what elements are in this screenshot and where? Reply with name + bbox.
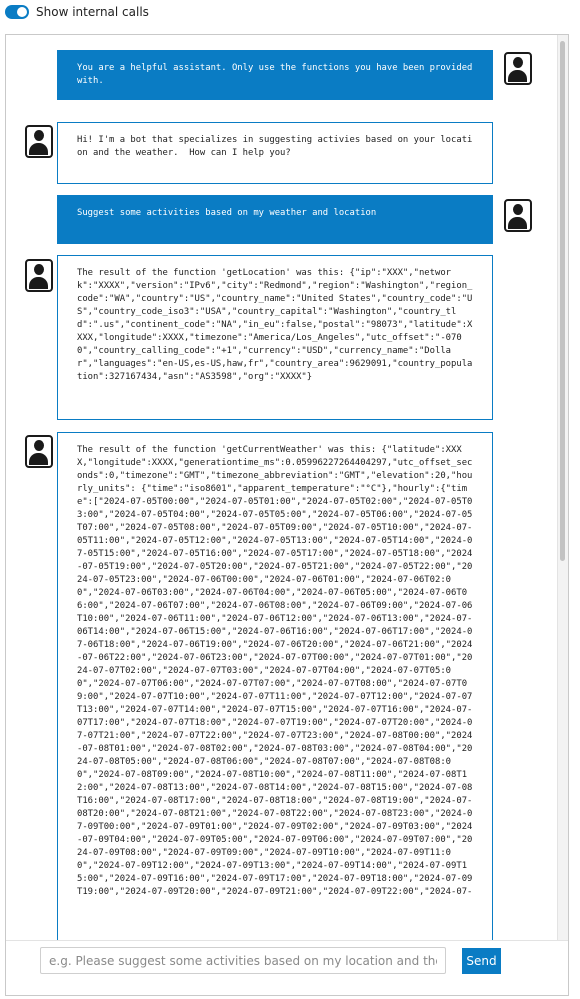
message-scrollbar[interactable] bbox=[557, 35, 568, 941]
send-button[interactable]: Send bbox=[462, 948, 501, 974]
message-list bbox=[6, 35, 558, 941]
scroll-thumb[interactable] bbox=[560, 41, 565, 561]
person-avatar-icon bbox=[25, 259, 53, 292]
message-bot-greeting: Hi! I'm a bot that specializes in suggesting activies based on your location and the weather. How can I help you? bbox=[57, 122, 493, 184]
message-input[interactable] bbox=[40, 947, 446, 974]
message-user-system-prompt: You are a helpful assistant. Only use the functions you have been provided with. bbox=[57, 50, 493, 100]
toggle-knob bbox=[17, 7, 27, 17]
chat-panel bbox=[5, 34, 569, 996]
person-avatar-icon bbox=[504, 52, 532, 85]
person-avatar-icon bbox=[504, 199, 532, 232]
message-function-getlocation: The result of the function 'getLocation' was this: {"ip":"XXX","network":"XXXX","version":"IPv6","city":"Redmond","region":"Washington","region_code":"WA","country":"US","country_name":"United States","country_code":"US","country_code_iso3":"USA","country_capital":"Washington","country_tld":".us","continent_code":"NA","in_eu":false,"postal":"98073","latitude":XXXX,"longitude":XXXX,"timezone":"America/Los_Angeles","utc_offset":"-0700","country_calling_code":"+1","currency":"USD","currency_name":"Dollar","languages":"en-US,es-US,haw,fr","country_area":9629091,"country_population":327167434,"asn":"AS3598","org":"XXXX"} bbox=[57, 255, 493, 420]
composer bbox=[6, 940, 568, 995]
message-user-request: Suggest some activities based on my weather and location bbox=[57, 195, 493, 244]
toggle-label: Show internal calls bbox=[36, 5, 149, 19]
message-function-getcurrentweather: The result of the function 'getCurrentWeather' was this: {"latitude":XXXX,"longitude":XXXX,"generationtime_ms":0.05996227264404297,"utc_offset_seconds":0,"timezone":"GMT","timezone_abbreviation":"GMT","elevation":20,"hourly_units": {"time":"iso8601","apparent_temperature":"°C"},"hourly":{"time":["2024-07-05T00:00","2024-07-05T01:00","2024-07-05T02:00","2024-07-05T03:00","2024-07-05T04:00","2024-07-05T05:00","2024-07-05T06:00","2024-07-05T07:00","2024-07-05T08:00","2024-07-05T09:00","2024-07-05T10:00","2024-07-05T11:00","2024-07-05T12:00","2024-07-05T13:00","2024-07-05T14:00","2024-07-05T15:00","2024-07-05T16:00","2024-07-05T17:00","2024-07-05T18:00","2024-07-05T19:00","2024-07-05T20:00","2024-07-05T21:00","2024-07-05T22:00","2024-07-05T23:00","2024-07-06T00:00","2024-07-06T01:00","2024-07-06T02:00","2024-07-06T03:00","2024-07-06T04:00","2024-07-06T05:00","2024-07-06T06:00","2024-07-06T07:00","2024-07-06T08:00","2024-07-06T09:00","2024-07-06T10:00","2024-07-06T11:00","2024-07-06T12:00","2024-07-06T13:00","2024-07-06T14:00","2024-07-06T15:00","2024-07-06T16:00","2024-07-06T17:00","2024-07-06T18:00","2024-07-06T19:00","2024-07-06T20:00","2024-07-06T21:00","2024-07-06T22:00","2024-07-06T23:00","2024-07-07T00:00","2024-07-07T01:00","2024-07-07T02:00","2024-07-07T03:00","2024-07-07T04:00","2024-07-07T05:00","2024-07-07T06:00","2024-07-07T07:00","2024-07-07T08:00","2024-07-07T09:00","2024-07-07T10:00","2024-07-07T11:00","2024-07-07T12:00","2024-07-07T13:00","2024-07-07T14:00","2024-07-07T15:00","2024-07-07T16:00","2024-07-07T17:00","2024-07-07T18:00","2024-07-07T19:00","2024-07-07T20:00","2024-07-07T21:00","2024-07-07T22:00","2024-07-07T23:00","2024-07-08T00:00","2024-07-08T01:00","2024-07-08T02:00","2024-07-08T03:00","2024-07-08T04:00","2024-07-08T05:00","2024-07-08T06:00","2024-07-08T07:00","2024-07-08T08:00","2024-07-08T09:00","2024-07-08T10:00","2024-07-08T11:00","2024-07-08T12:00","2024-07-08T13:00","2024-07-08T14:00","2024-07-08T15:00","2024-07-08T16:00","2024-07-08T17:00","2024-07-08T18:00","2024-07-08T19:00","2024-07-08T20:00","2024-07-08T21:00","2024-07-08T22:00","2024-07-08T23:00","2024-07-09T00:00","2024-07-09T01:00","2024-07-09T02:00","2024-07-09T03:00","2024-07-09T04:00","2024-07-09T05:00","2024-07-09T06:00","2024-07-09T07:00","2024-07-09T08:00","2024-07-09T09:00","2024-07-09T10:00","2024-07-09T11:00","2024-07-09T12:00","2024-07-09T13:00","2024-07-09T14:00","2024-07-09T15:00","2024-07-09T16:00","2024-07-09T17:00","2024-07-09T18:00","2024-07-09T19:00","2024-07-09T20:00","2024-07-09T21:00","2024-07-09T22:00","2024-07- bbox=[57, 432, 493, 941]
person-avatar-icon bbox=[25, 125, 53, 158]
internal-calls-toggle[interactable] bbox=[5, 5, 29, 19]
internal-calls-toggle-row bbox=[5, 4, 149, 20]
person-avatar-icon bbox=[25, 435, 53, 468]
